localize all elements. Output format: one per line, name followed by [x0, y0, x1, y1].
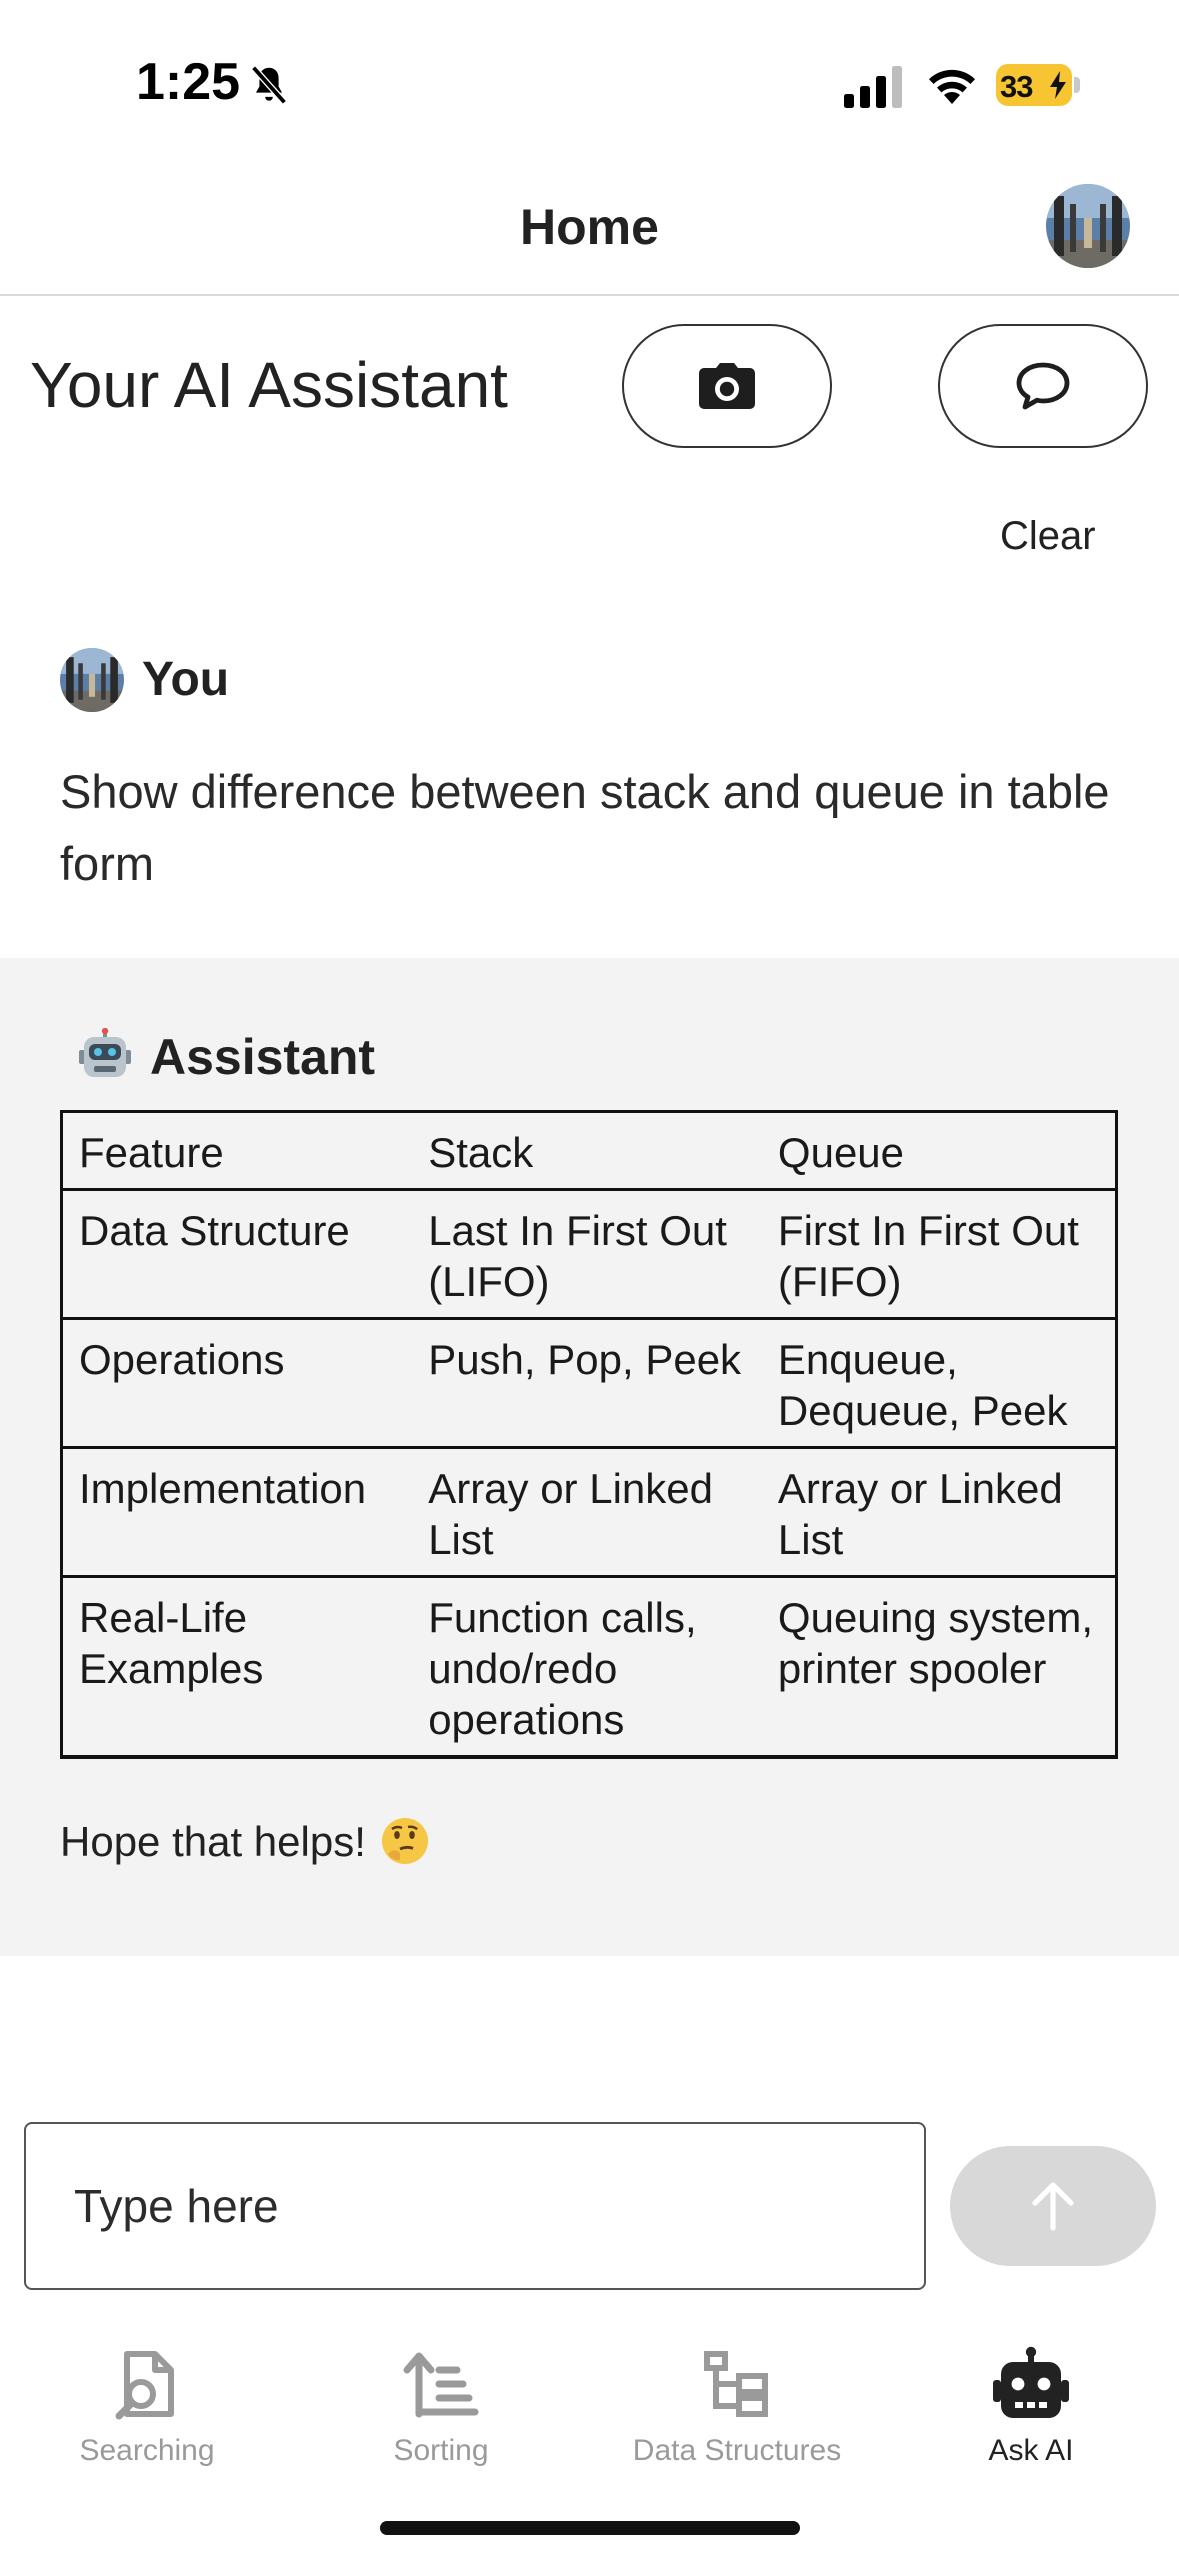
comparison-table — [60, 1110, 1118, 1759]
charging-bolt-icon — [1048, 71, 1068, 99]
clear-button[interactable]: Clear — [1000, 514, 1096, 558]
wifi-icon — [924, 60, 980, 106]
table-cell: Real-Life Examples — [62, 1577, 413, 1758]
sort-icon — [401, 2346, 481, 2426]
bell-muted-icon — [246, 62, 292, 108]
battery-indicator — [996, 64, 1080, 106]
chat-button[interactable] — [938, 324, 1148, 448]
status-time: 1:25 — [136, 53, 241, 111]
closing-text: Hope that helps! — [60, 1818, 366, 1865]
robot-icon — [991, 2346, 1071, 2426]
battery-level: 33 — [1000, 69, 1033, 104]
assistant-closing-line — [60, 1816, 430, 1866]
table-row — [62, 1190, 1117, 1319]
assistant-panel-title: Your AI Assistant — [30, 349, 508, 421]
table-row — [62, 1319, 1117, 1448]
table-cell: Queuing system, printer spooler — [762, 1577, 1117, 1758]
tab-ask-ai[interactable] — [884, 2318, 1178, 2478]
table-header-row — [62, 1112, 1117, 1190]
table-header-cell: Queue — [777, 1129, 905, 1176]
tree-structure-icon — [697, 2346, 777, 2426]
user-message-text: Show difference between stack and queue in table form — [60, 765, 1110, 890]
camera-button[interactable] — [622, 324, 832, 448]
table-header-cell: Stack — [428, 1129, 534, 1176]
tab-searching[interactable] — [0, 2318, 294, 2478]
tab-data-structures[interactable] — [590, 2318, 884, 2478]
table-cell: Array or Linked List — [762, 1448, 1117, 1577]
home-indicator — [380, 2521, 800, 2535]
chat-bubble-icon — [1015, 361, 1071, 411]
table-header-cell: Feature — [79, 1129, 224, 1176]
avatar-image — [60, 648, 124, 712]
table-cell: Data Structure — [62, 1190, 413, 1319]
table-cell: Array or Linked List — [412, 1448, 762, 1577]
send-button[interactable] — [950, 2146, 1156, 2266]
table-cell: Push, Pop, Peek — [412, 1319, 762, 1448]
tab-label: Searching — [79, 2434, 215, 2467]
table-row — [62, 1577, 1117, 1758]
assistant-message — [0, 958, 1179, 1956]
profile-avatar[interactable] — [1046, 184, 1130, 268]
user-avatar — [60, 648, 124, 712]
tab-label: Sorting — [393, 2434, 489, 2467]
tab-label: Data Structures — [632, 2434, 842, 2467]
user-message-author: You — [142, 653, 230, 706]
tab-sorting[interactable] — [294, 2318, 588, 2478]
search-doc-icon — [107, 2346, 187, 2426]
table-cell: Operations — [62, 1319, 413, 1448]
assistant-message-author: Assistant — [150, 1029, 376, 1085]
table-cell: Function calls, undo/redo operations — [412, 1577, 762, 1758]
status-bar — [0, 0, 1179, 150]
table-cell: Last In First Out (LIFO) — [412, 1190, 762, 1319]
arrow-up-icon — [1029, 2180, 1077, 2232]
table-row — [62, 1448, 1117, 1577]
app-header — [0, 160, 1179, 296]
avatar-image — [1046, 184, 1130, 268]
tab-label: Ask AI — [988, 2434, 1074, 2467]
table-cell: Enqueue, Dequeue, Peek — [762, 1319, 1117, 1448]
table-cell: Implementation — [62, 1448, 413, 1577]
camera-icon — [698, 362, 756, 410]
thinking-face-icon — [380, 1816, 430, 1866]
message-input[interactable] — [24, 2122, 926, 2290]
cell-signal-icon — [844, 66, 908, 108]
table-cell: First In First Out (FIFO) — [762, 1190, 1117, 1319]
page-title: Home — [520, 199, 659, 255]
robot-face-icon — [78, 1028, 132, 1082]
